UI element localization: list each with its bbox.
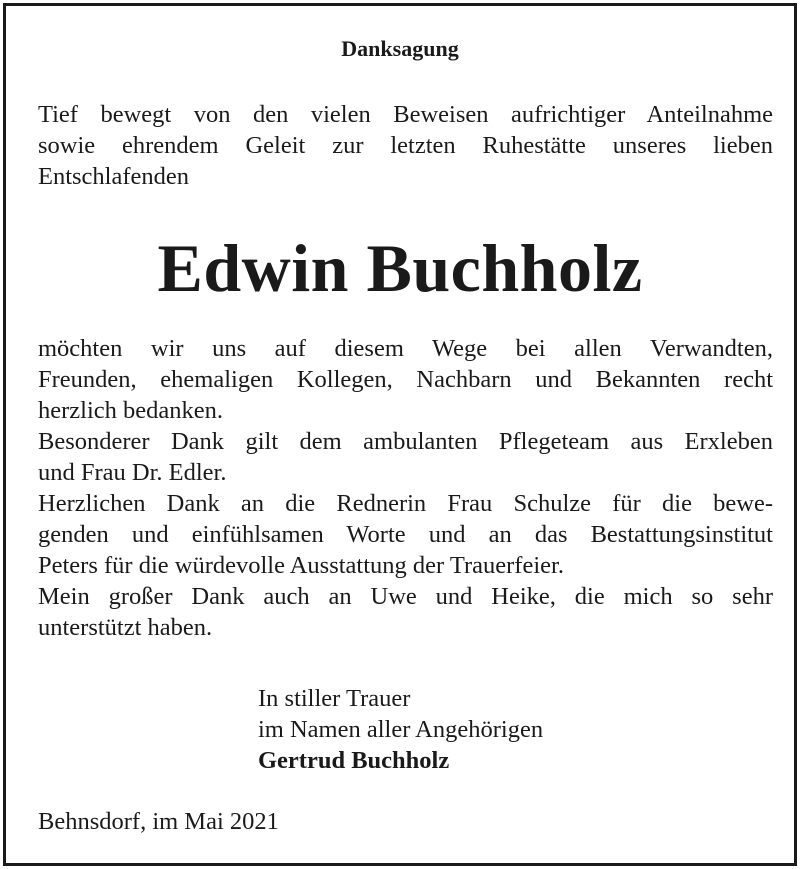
body-paragraph [38,333,773,643]
body-line: Freunden, ehemaligen Kollegen, Nachbarn und Bekannten recht [38,366,773,393]
intro-line: Entschlafenden [38,163,190,190]
deceased-name: Edwin Buchholz [157,230,643,306]
body-line: genden und einfühlsamen Worte und an das Bestattungsinstitut [38,521,773,548]
body-line: Besonderer Dank gilt dem ambulanten Pflegeteam aus Erxleben [38,428,773,455]
signature-line: im Namen aller Angehörigen [258,716,544,743]
intro-line: sowie ehrendem Geleit zur letzten Ruhestätte unseres lieben [38,132,773,159]
intro-line: Tief bewegt von den vielen Beweisen aufrichtiger Anteilnahme [38,101,773,128]
body-line: Peters für die würdevolle Ausstattung der Trauerfeier. [38,552,564,579]
obituary-notice [3,3,797,866]
signature-line: In stiller Trauer [258,685,411,712]
body-line: möchten wir uns auf diesem Wege bei allen Verwandten, [38,335,773,362]
signer-name: Gertrud Buchholz [258,747,450,774]
place-date: Behnsdorf, im Mai 2021 [38,808,279,835]
signature-block [258,683,543,776]
notice-heading: Danksagung [341,36,459,61]
body-line: herzlich bedanken. [38,397,224,424]
body-line: Herzlichen Dank an die Rednerin Frau Schulze für die bewe- [38,490,773,517]
body-line: unterstützt haben. [38,614,213,641]
body-line: und Frau Dr. Edler. [38,459,227,486]
body-line: Mein großer Dank auch an Uwe und Heike, die mich so sehr [38,583,773,610]
intro-paragraph [38,99,773,192]
